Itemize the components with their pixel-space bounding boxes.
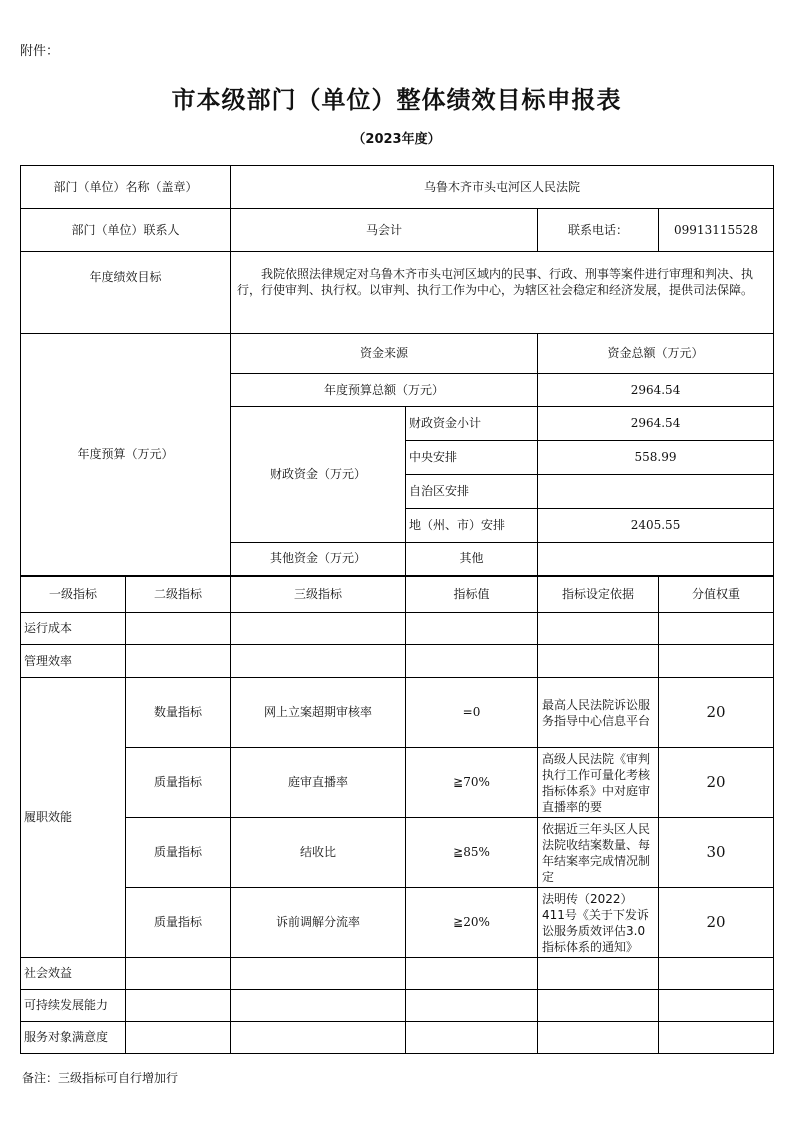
dept-label: 部门（单位）名称（盖章） [21, 166, 231, 209]
other-label: 其他资金（万元） [231, 543, 406, 576]
performance-row [21, 748, 774, 818]
level1-sustain: 可持续发展能力 [21, 990, 126, 1022]
level1-efficiency: 管理效率 [21, 645, 126, 678]
performance-row [21, 818, 774, 888]
value-cell: ≧20% [406, 888, 538, 958]
performance-form-table [20, 165, 774, 1054]
level3-cell: 结收比 [231, 818, 406, 888]
source-header: 资金来源 [231, 334, 538, 374]
level2-cell: 质量指标 [126, 818, 231, 888]
performance-row [21, 678, 774, 748]
level2-cell: 质量指标 [126, 748, 231, 818]
social-row [21, 958, 774, 990]
contact-label: 部门（单位）联系人 [21, 209, 231, 252]
weight-cell: 20 [659, 748, 774, 818]
fiscal-item-value: 558.99 [538, 441, 774, 475]
annual-label: 年度预算总额（万元） [231, 374, 538, 407]
level1-cost: 运行成本 [21, 613, 126, 645]
goal-row [21, 252, 774, 334]
level1-satisfaction: 服务对象满意度 [21, 1022, 126, 1054]
level1-performance: 履职效能 [21, 678, 126, 958]
footnote: 备注：三级指标可自行增加行 [22, 1071, 179, 1085]
header-value: 指标值 [406, 576, 538, 613]
indicator-header-row [21, 576, 774, 613]
fiscal-item-label: 中央安排 [406, 441, 538, 475]
basis-cell: 高级人民法院《审判执行工作可量化考核指标体系》中对庭审直播率的要 [538, 748, 659, 818]
annual-value: 2964.54 [538, 374, 774, 407]
attachment-label: 附件： [20, 44, 60, 59]
value-cell: ≧85% [406, 818, 538, 888]
value-cell: =0 [406, 678, 538, 748]
phone-value: 09913115528 [659, 209, 774, 252]
sustain-row [21, 990, 774, 1022]
fiscal-item-value [538, 475, 774, 509]
budget-label: 年度预算（万元） [21, 334, 231, 576]
page-title: 市本级部门（单位）整体绩效目标申报表 [171, 86, 622, 114]
cost-row [21, 613, 774, 645]
level2-cell: 质量指标 [126, 888, 231, 958]
report-year: （2023年度） [352, 132, 441, 147]
dept-value: 乌鲁木齐市头屯河区人民法院 [231, 166, 774, 209]
basis-cell: 法明传（2022）411号《关于下发诉讼服务质效评估3.0指标体系的通知》 [538, 888, 659, 958]
goal-label: 年度绩效目标 [21, 252, 231, 334]
weight-cell: 30 [659, 818, 774, 888]
fiscal-item-label: 自治区安排 [406, 475, 538, 509]
header-level2: 二级指标 [126, 576, 231, 613]
satisfaction-row [21, 1022, 774, 1054]
contact-row [21, 209, 774, 252]
header-basis: 指标设定依据 [538, 576, 659, 613]
total-header: 资金总额（万元） [538, 334, 774, 374]
header-level3: 三级指标 [231, 576, 406, 613]
budget-header-row [21, 334, 774, 374]
fiscal-item-label: 地（州、市）安排 [406, 509, 538, 543]
fiscal-label: 财政资金（万元） [231, 407, 406, 543]
level1-social: 社会效益 [21, 958, 126, 990]
contact-value: 马会计 [231, 209, 538, 252]
weight-cell: 20 [659, 678, 774, 748]
basis-cell: 最高人民法院诉讼服务指导中心信息平台 [538, 678, 659, 748]
value-cell: ≧70% [406, 748, 538, 818]
header-level1: 一级指标 [21, 576, 126, 613]
other-sub: 其他 [406, 543, 538, 576]
level2-cell: 数量指标 [126, 678, 231, 748]
fiscal-item-value: 2405.55 [538, 509, 774, 543]
other-value [538, 543, 774, 576]
efficiency-row [21, 645, 774, 678]
level3-cell: 诉前调解分流率 [231, 888, 406, 958]
goal-text: 我院依照法律规定对乌鲁木齐市头屯河区域内的民事、行政、刑事等案件进行审理和判决、执行，行使审判、执行权。以审判、执行工作为中心，为辖区社会稳定和经济发展，提供司法保障。 [231, 252, 774, 334]
performance-row [21, 888, 774, 958]
level3-cell: 网上立案超期审核率 [231, 678, 406, 748]
header-weight: 分值权重 [659, 576, 774, 613]
level3-cell: 庭审直播率 [231, 748, 406, 818]
basis-cell: 依据近三年头区人民法院收结案数量、每年结案率完成情况制定 [538, 818, 659, 888]
weight-cell: 20 [659, 888, 774, 958]
phone-label: 联系电话： [538, 209, 659, 252]
fiscal-item-value: 2964.54 [538, 407, 774, 441]
dept-row [21, 166, 774, 209]
fiscal-item-label: 财政资金小计 [406, 407, 538, 441]
